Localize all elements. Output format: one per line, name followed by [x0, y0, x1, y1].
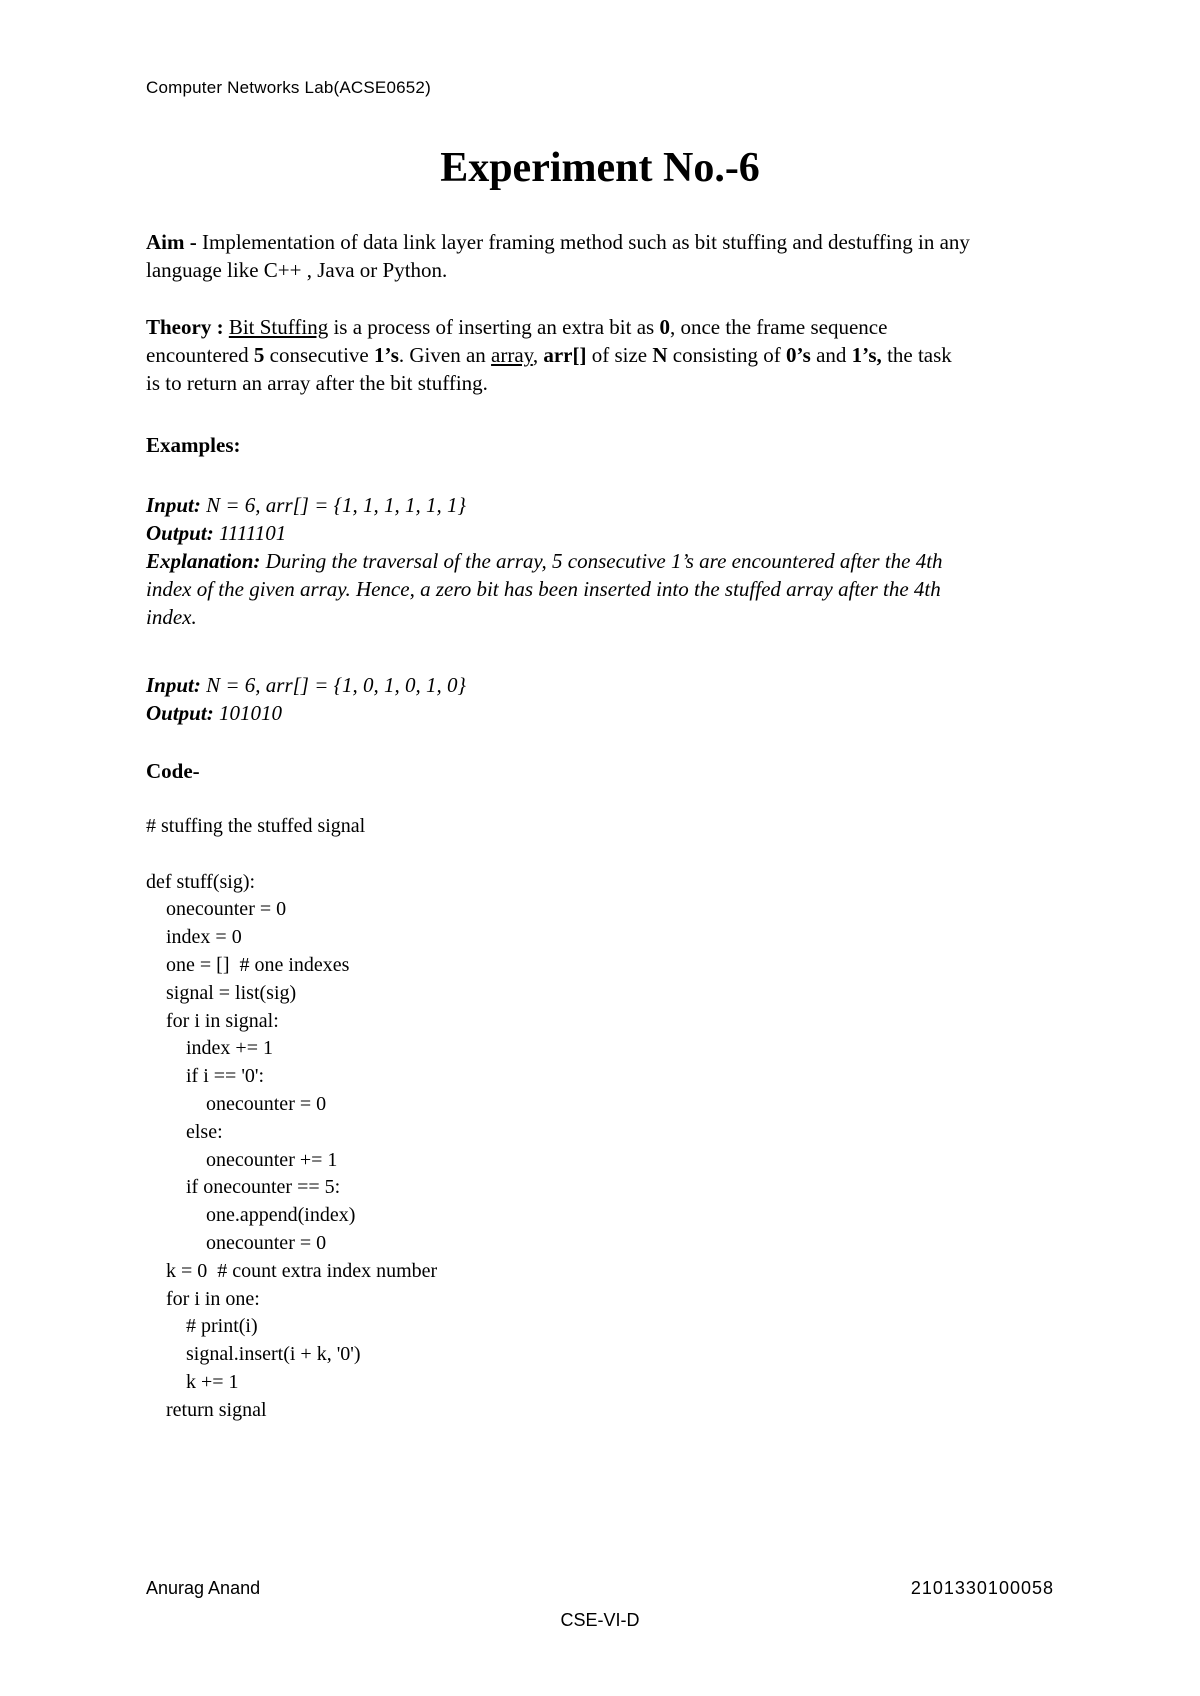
footer-section: CSE-VI-D — [560, 1610, 640, 1630]
code-line: if i == '0': — [146, 1065, 265, 1088]
code-line: onecounter = 0 — [146, 1231, 327, 1254]
aim-section — [146, 228, 1106, 284]
bit-stuffing-link[interactable]: Bit Stuffing — [228, 315, 329, 339]
input-label: Input: — [146, 673, 201, 697]
code-line — [146, 841, 437, 869]
code-line: signal = list(sig) — [146, 981, 297, 1004]
aim-label: Aim - — [146, 230, 197, 254]
output-label: Output: — [146, 701, 214, 725]
theory-section — [146, 313, 1106, 397]
code-line: # stuffing the stuffed signal — [146, 815, 366, 837]
page-title: Experiment No.-6 — [440, 145, 760, 191]
theory-line-3: is to return an array after the bit stuffing. — [146, 371, 488, 395]
aim-text-1: Implementation of data link layer framing method such as bit stuffing and destuffing in any — [196, 230, 970, 254]
theory-text: consisting of — [667, 343, 786, 367]
footer-roll-number: 2101330100058 — [910, 1578, 1054, 1598]
theory-bold: 0’s — [785, 343, 811, 367]
input-value: N = 6, arr[] = {1, 0, 1, 0, 1, 0} — [200, 673, 466, 697]
code-line: if onecounter == 5: — [146, 1176, 341, 1199]
theory-text: , — [532, 343, 544, 367]
theory-line-1 — [146, 313, 1106, 341]
code-line: signal.insert(i + k, '0') — [146, 1343, 361, 1366]
output-value: 1111101 — [213, 521, 287, 545]
array-link[interactable]: array — [491, 343, 533, 367]
explanation-text: During the traversal of the array, 5 consecutive 1’s are encountered after the 4th — [260, 549, 943, 573]
footer-author: Anurag Anand — [146, 1578, 261, 1598]
code-line: index += 1 — [146, 1037, 273, 1060]
theory-bold: 5 — [253, 343, 265, 367]
example-2 — [146, 671, 1106, 727]
theory-label: Theory : — [146, 315, 224, 339]
theory-line-2 — [146, 341, 1106, 369]
aim-line-1 — [146, 228, 1106, 256]
theory-text: and — [810, 343, 852, 367]
code-line: else: — [146, 1120, 223, 1143]
input-label: Input: — [146, 493, 201, 517]
code-line: onecounter = 0 — [146, 1092, 327, 1115]
code-line: k += 1 — [146, 1370, 239, 1393]
code-line: k = 0 # count extra index number — [146, 1259, 438, 1282]
code-line: one = [] # one indexes — [146, 953, 350, 976]
example-1-explanation-2: index of the given array. Hence, a zero bit has been inserted into the stuffed array after the 4th — [146, 577, 941, 601]
code-line: for i in signal: — [146, 1009, 279, 1032]
theory-text: is a process of inserting an extra bit as — [328, 315, 660, 339]
page-header: Computer Networks Lab(ACSE0652) — [146, 78, 431, 97]
output-label: Output: — [146, 521, 214, 545]
theory-bold: 1’s — [374, 343, 399, 367]
code-line: onecounter += 1 — [146, 1148, 338, 1171]
theory-bold: 1’s, — [851, 343, 882, 367]
theory-bold: arr[] — [543, 343, 587, 367]
code-line: one.append(index) — [146, 1204, 356, 1227]
example-2-output — [146, 699, 1106, 727]
explanation-label: Explanation: — [146, 549, 261, 573]
theory-text: encountered — [146, 343, 254, 367]
output-value: 101010 — [213, 701, 282, 725]
theory-text: the task — [881, 343, 952, 367]
example-1 — [146, 491, 1106, 631]
theory-text: , once the frame sequence — [669, 315, 888, 339]
example-1-input — [146, 491, 1106, 519]
code-line: onecounter = 0 — [146, 898, 287, 921]
aim-line-2: language like C++ , Java or Python. — [146, 258, 448, 282]
examples-heading: Examples: — [146, 433, 241, 457]
code-line: index = 0 — [146, 926, 242, 949]
code-line: return signal — [146, 1398, 267, 1421]
theory-bold: 0 — [659, 315, 670, 339]
theory-text: of size — [586, 343, 653, 367]
example-2-input — [146, 671, 1106, 699]
code-line: def stuff(sig): — [146, 870, 256, 893]
example-1-explanation-3: index. — [146, 605, 197, 629]
theory-text: . Given an — [398, 343, 492, 367]
code-heading: Code- — [146, 759, 200, 783]
theory-bold: N — [652, 343, 668, 367]
code-line: # print(i) — [146, 1315, 258, 1338]
code-block — [146, 813, 437, 1425]
theory-text: consecutive — [264, 343, 374, 367]
code-line: for i in one: — [146, 1287, 260, 1310]
input-value: N = 6, arr[] = {1, 1, 1, 1, 1, 1} — [200, 493, 466, 517]
example-1-output — [146, 519, 1106, 547]
example-1-explanation-1 — [146, 547, 1106, 575]
